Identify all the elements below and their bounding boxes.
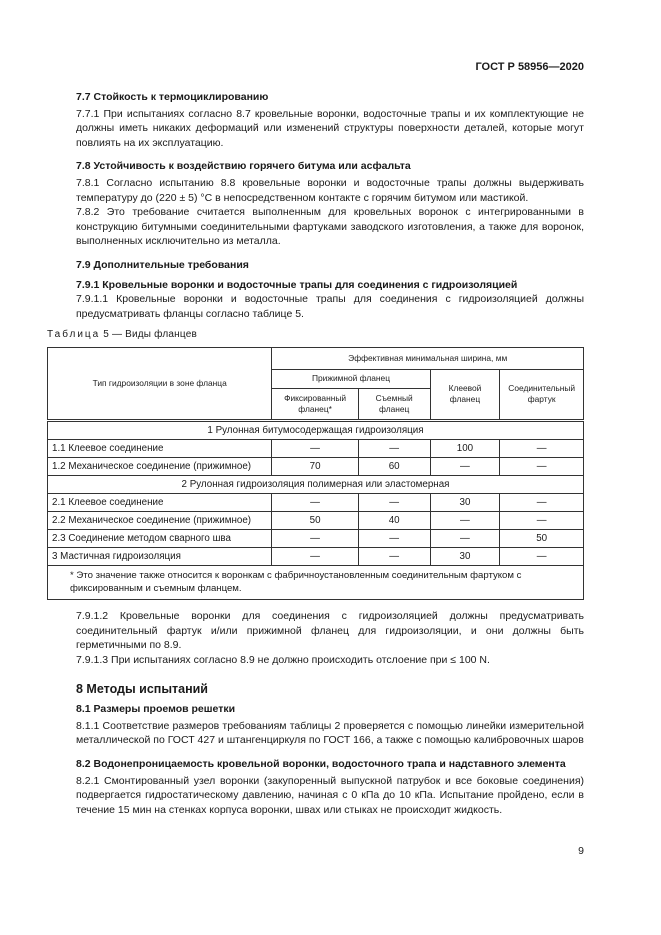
cell-adhesive: — [430, 457, 500, 475]
cell-adhesive: 100 [430, 439, 500, 457]
para-7-7-1 [76, 107, 584, 151]
cell-removable: 60 [358, 457, 430, 475]
cell-type: 1.2 Механическое соединение (прижимное) [48, 457, 272, 475]
para-8-1-1 [76, 719, 584, 748]
cell-adhesive: 30 [430, 547, 500, 565]
para-7-8-1 [76, 176, 584, 205]
header-adhesive-flange: Клеевой фланец [430, 369, 500, 420]
cell-type: 2.1 Клеевое соединение [48, 493, 272, 511]
header-type: Тип гидроизоляции в зоне фланца [48, 347, 272, 420]
table-caption [47, 328, 584, 343]
flange-types-table [47, 347, 584, 600]
para-7-9-1-3-text: 7.9.1.3 При испытаниях согласно 8.9 не должно происходить отслоение при ≤ 100 N. [76, 653, 490, 666]
standard-code: ГОСТ Р 58956—2020 [475, 61, 584, 73]
cell-adhesive: — [430, 511, 500, 529]
para-7-8-2-text: 7.8.2 Это требование считается выполненным для кровельных воронок с интегрированными в конструкцию битумными соединительными фартуками заводского изготовления, а также для воронок, выполненных исключительно из металла. [76, 206, 584, 248]
group-2-label: 2 Рулонная гидроизоляция полимерная или эластомерная [48, 475, 584, 493]
para-8-2-1 [76, 774, 584, 818]
cell-type: 1.1 Клеевое соединение [48, 439, 272, 457]
cell-adhesive: 30 [430, 493, 500, 511]
para-8-2-1-text: 8.2.1 Смонтированный узел воронки (закупоренный выпускной патрубок и все боковые соединения) подвергается гидростатическому давлению, начиная с 0 кПа до 10 кПа. Испытание пройдено, если в течение 15 мин на стенках корпуса воронки, швах или стыках не происходит жидкость. [76, 774, 584, 816]
para-7-9-1-2 [76, 609, 584, 653]
cell-type: 2.2 Механическое соединение (прижимное) [48, 511, 272, 529]
table-note-row [48, 565, 584, 599]
cell-fixed: 70 [272, 457, 358, 475]
table-footnote: * Это значение также относится к воронкам с фабричноустановленным соединительным фартуком с фиксированным и съемным фланцем. [48, 565, 584, 599]
cell-fixed: — [272, 529, 358, 547]
para-7-7-1-text: 7.7.1 При испытаниях согласно 8.7 кровельные воронки, водосточные трапы и их комплектующие не должны иметь никаких деформаций или изменений структуры поверхности деталей, которые могут повлиять на их эксплуатацию. [76, 107, 584, 149]
cell-removable: — [358, 547, 430, 565]
cell-apron: — [500, 457, 584, 475]
table-row [48, 457, 584, 475]
cell-removable: — [358, 493, 430, 511]
para-7-8-1-text: 7.8.1 Согласно испытанию 8.8 кровельные воронки и водосточные трапы должны выдерживать температуру до (220 ± 5) °С в непосредственном контакте с горячим битумом или мастикой. [76, 176, 584, 204]
cell-apron: — [500, 493, 584, 511]
cell-adhesive: — [430, 529, 500, 547]
page-number: 9 [578, 845, 584, 857]
table-row [48, 511, 584, 529]
cell-fixed: — [272, 439, 358, 457]
section-8-2-title: 8.2 Водонепроницаемость кровельной воронки, водосточного трапа и надставного элемента [76, 758, 566, 771]
table-caption-rest: 5 — Виды фланцев [103, 329, 197, 341]
cell-fixed: — [272, 493, 358, 511]
header-fixed-flange: Фиксированный фланец* [272, 388, 358, 420]
cell-apron: — [500, 439, 584, 457]
section-8-1-title: 8.1 Размеры проемов решетки [76, 703, 236, 716]
table-header-row-1 [48, 347, 584, 369]
group-row-1 [48, 420, 584, 439]
header-connecting-apron: Соединительный фартук [500, 369, 584, 420]
cell-apron: — [500, 511, 584, 529]
table-row [48, 547, 584, 565]
cell-fixed: — [272, 547, 358, 565]
table-row [48, 529, 584, 547]
para-7-8-2 [76, 205, 584, 249]
page-content [47, 90, 584, 817]
cell-removable: — [358, 529, 430, 547]
header-effective-width: Эффективная минимальная ширина, мм [272, 347, 584, 369]
cell-apron: 50 [500, 529, 584, 547]
section-7-8-title: 7.8 Устойчивость к воздействию горячего битума или асфальта [76, 160, 411, 173]
section-7-9-title: 7.9 Дополнительные требования [76, 258, 249, 271]
section-7-9-1-title: 7.9.1 Кровельные воронки и водосточные трапы для соединения с гидроизоляцией [76, 278, 518, 291]
cell-fixed: 50 [272, 511, 358, 529]
table-row [48, 493, 584, 511]
para-7-9-1-3 [76, 653, 584, 668]
cell-type: 2.3 Соединение методом сварного шва [48, 529, 272, 547]
para-7-9-1-1-text: 7.9.1.1 Кровельные воронки и водосточные трапы для соединения с гидроизоляцией должны предусматривать фланцы согласно таблице 5. [76, 293, 584, 320]
section-8-title: 8 Методы испытаний [76, 682, 208, 697]
table-caption-word: Таблица [47, 329, 101, 341]
cell-removable: 40 [358, 511, 430, 529]
para-7-9-1-1 [76, 292, 584, 321]
table-row [48, 439, 584, 457]
group-1-label: 1 Рулонная битумосодержащая гидроизоляция [48, 420, 584, 439]
section-7-7-title: 7.7 Стойкость к термоциклированию [76, 91, 269, 103]
header-removable-flange: Съемный фланец [358, 388, 430, 420]
header-clamp-flange: Прижимной фланец [272, 369, 430, 388]
cell-removable: — [358, 439, 430, 457]
para-7-9-1-2-text: 7.9.1.2 Кровельные воронки для соединения с гидроизоляцией должны предусматривать соединительный фартук и/или прижимной фланец для гидроизоляции, и они должны быть герметичными по 8.9. [76, 609, 584, 652]
para-8-1-1-text: 8.1.1 Соответствие размеров требованиям таблицы 2 проверяется с помощью линейки измерительной металлической по ГОСТ 427 и штангенциркуля по ГОСТ 166, а также с помощью калибровочных шаров [76, 719, 584, 747]
cell-apron: — [500, 547, 584, 565]
group-row-2 [48, 475, 584, 493]
cell-type: 3 Мастичная гидроизоляция [48, 547, 272, 565]
